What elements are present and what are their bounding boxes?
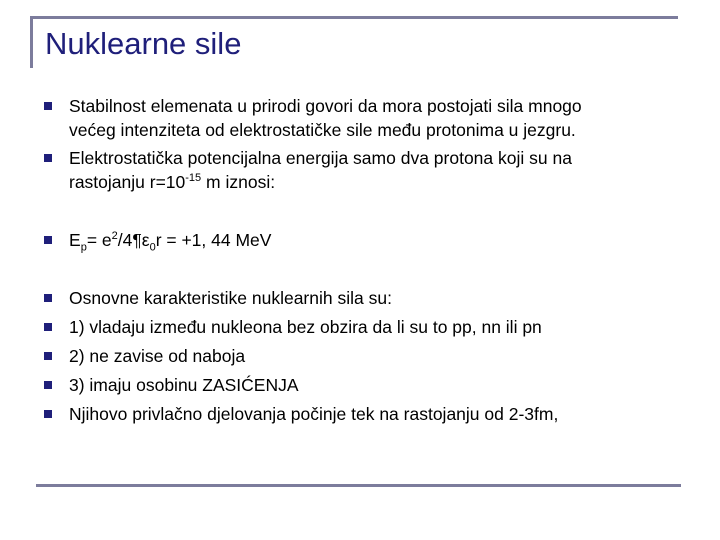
bullet-line: Stabilnost elemenata u prirodi govori da mora postojati sila mnogo: [69, 96, 582, 116]
square-bullet-icon: [44, 154, 52, 162]
slide-title: Nuklearne sile: [45, 26, 242, 61]
bullet-text: 3) imaju osobinu ZASIĆENJA: [69, 375, 299, 395]
bullet-text: [69, 94, 684, 142]
formula-exponent: 2: [111, 230, 118, 243]
bullet-line: Elektrostatička potencijalna energija samo dva protona koji su na: [69, 148, 572, 168]
formula-subscript: p: [80, 241, 87, 254]
text-run: m iznosi:: [201, 172, 276, 192]
square-bullet-icon: [44, 294, 52, 302]
footer-divider-line: [36, 484, 681, 487]
square-bullet-icon: [44, 410, 52, 418]
square-bullet-icon: [44, 102, 52, 110]
formula-symbol: E: [69, 230, 81, 250]
bullet-line: [69, 170, 684, 194]
bullet-text: 2) ne zavise od naboja: [69, 346, 246, 366]
formula-part: r = +1, 44 MeV: [155, 230, 272, 250]
title-frame-left-line: [30, 16, 33, 68]
bullet-text: [69, 146, 684, 194]
square-bullet-icon: [44, 323, 52, 331]
formula-part: /4¶ε: [117, 230, 150, 250]
formula-subscript: 0: [149, 241, 156, 254]
title-frame-top-line: [30, 16, 678, 19]
text-run: rastojanju r=10: [69, 172, 186, 192]
square-bullet-icon: [44, 352, 52, 360]
square-bullet-icon: [44, 381, 52, 389]
formula-text: [69, 228, 684, 252]
bullet-text: Osnovne karakteristike nuklearnih sila su:: [69, 288, 392, 308]
bullet-text: Njihovo privlačno djelovanja počinje tek na rastojanju od 2-3fm,: [69, 404, 559, 424]
bullet-line: većeg intenziteta od elektrostatičke sile među protonima u jezgru.: [69, 120, 576, 140]
formula-part: = e: [86, 230, 112, 250]
bullet-text: 1) vladaju između nukleona bez obzira da li su to pp, nn ili pn: [69, 317, 542, 337]
exponent: -15: [185, 172, 202, 185]
square-bullet-icon: [44, 236, 52, 244]
